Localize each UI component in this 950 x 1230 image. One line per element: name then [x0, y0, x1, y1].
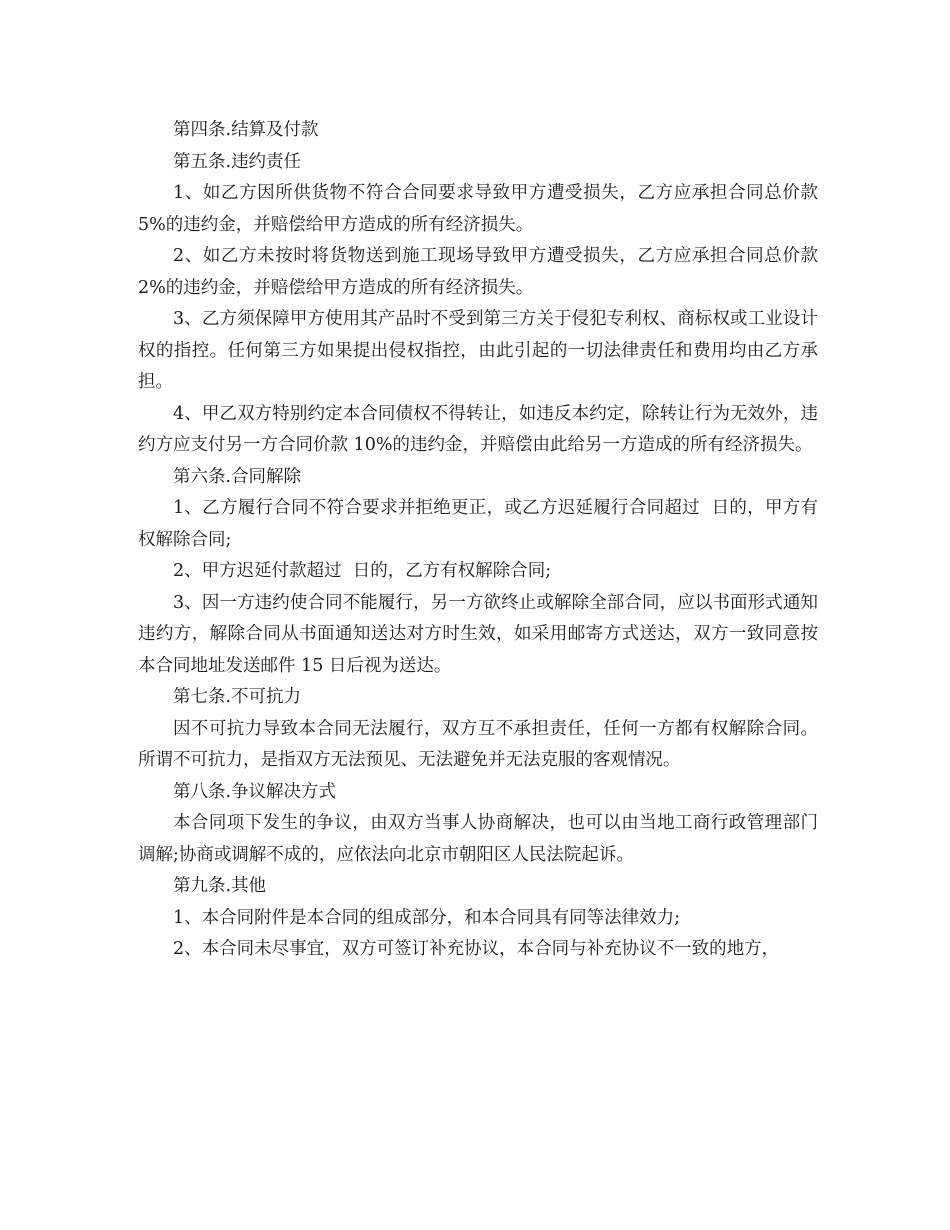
article-5-heading: 第五条.违约责任 — [173, 151, 302, 172]
article-5-clause-1: 1、如乙方因所供货物不符合合同要求导致甲方遭受损失，乙方应承担合同总价款 5%的违约金，并赔偿给甲方造成的所有经济损失。 — [138, 183, 824, 235]
article-9-clause-2: 2、本合同未尽事宜，双方可签订补充协议，本合同与补充协议不一致的地方， — [173, 939, 780, 959]
article-9-heading: 第九条.其他 — [173, 876, 267, 896]
article-5-clause-4: 4、甲乙双方特别约定本合同债权不得转让，如违反本约定，除转让行为无效外，违约方应支付另一方合同价款 10%的违约金，并赔偿由此给另一方造成的所有经济损失。 — [138, 403, 818, 455]
article-9-clause-1: 1、本合同附件是本合同的组成部分，和本合同具有同等法律效力; — [173, 907, 681, 928]
article-8-body: 本合同项下发生的争议，由双方当事人协商解决，也可以由当地工商行政管理部门调解;协商或调解不成的，应依法向北京市朝阳区人民法院起诉。 — [138, 813, 818, 865]
article-6-clause-3: 3、因一方违约使合同不能履行，另一方欲终止或解除全部合同，应以书面形式通知违约方，解除合同从书面通知送达对方时生效，如采用邮寄方式送达，双方一致同意按本合同地址发送邮件 15 日后视为送达。 — [138, 592, 818, 676]
article-5-clause-3: 3、乙方须保障甲方使用其产品时不受到第三方关于侵犯专利权、商标权或工业设计权的指控。任何第三方如果提出侵权指控，由此引起的一切法律责任和费用均由乙方承担。 — [138, 309, 818, 392]
article-5-clause-2: 2、如乙方未按时将货物送到施工现场导致甲方遭受损失，乙方应承担合同总价款 2%的违约金，并赔偿给甲方造成的所有经济损失。 — [138, 246, 824, 298]
article-6-clause-1: 1、乙方履行合同不符合要求并拒绝更正，或乙方迟延履行合同超过 日的，甲方有权解除合同; — [138, 498, 818, 550]
article-6-heading: 第六条.合同解除 — [173, 466, 302, 487]
article-6-clause-2: 2、甲方迟延付款超过 日的，乙方有权解除合同; — [173, 561, 552, 581]
document-body — [138, 115, 824, 966]
article-8-heading: 第八条.争议解决方式 — [173, 781, 337, 802]
article-7-heading: 第七条.不可抗力 — [173, 687, 302, 707]
article-4-heading: 第四条.结算及付款 — [173, 120, 319, 140]
article-7-body: 因不可抗力导致本合同无法履行，双方互不承担责任，任何一方都有权解除合同。所谓不可抗力，是指双方无法预见、无法避免并无法克服的客观情况。 — [138, 718, 818, 770]
